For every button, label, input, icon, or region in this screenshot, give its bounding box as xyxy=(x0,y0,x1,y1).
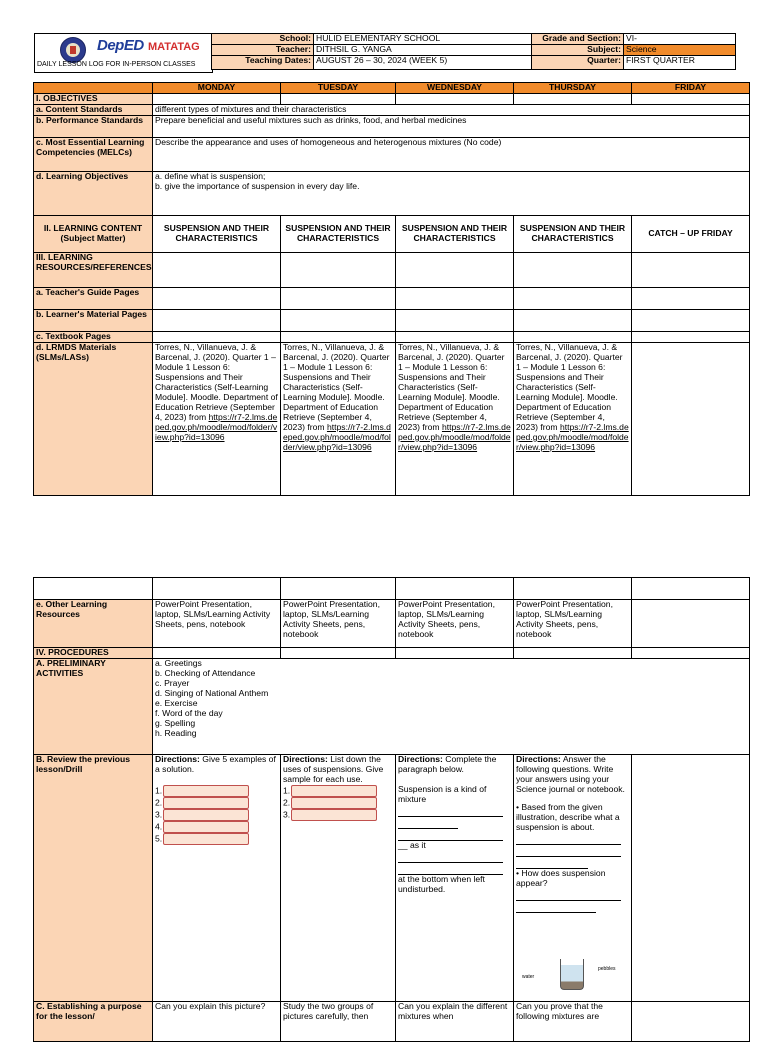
answer-field[interactable] xyxy=(163,833,249,845)
quarter-label: Quarter: xyxy=(532,56,624,70)
dates-label: Teaching Dates: xyxy=(212,56,314,70)
textbook-pages-label: c. Textbook Pages xyxy=(34,332,153,343)
answer-field[interactable] xyxy=(291,785,377,797)
dates-value: AUGUST 26 – 30, 2024 (WEEK 5) xyxy=(314,56,532,70)
list-item: c. Prayer xyxy=(155,677,190,688)
dll-label: DAILY LESSON LOG FOR IN-PERSON CLASSES xyxy=(37,61,196,68)
beaker-icon xyxy=(560,959,584,990)
melc-label: c. Most Essential Learning Competencies (MELCs) xyxy=(34,138,153,172)
reference-link[interactable]: https://r7-2.lms.deped.gov.ph/moodle/mod/folder/view.php?id=13096 xyxy=(516,421,629,452)
list-item: g. Spelling xyxy=(155,717,196,728)
matatag-logo: MATATAG xyxy=(148,41,200,53)
objectives-title: I. OBJECTIVES xyxy=(34,94,153,105)
resources-label: III. LEARNING RESOURCES/REFERENCES xyxy=(34,253,153,288)
review-wednesday: Directions: Complete the paragraph below. Suspension is a kind of mixture __ as it at the bottom when left undisturbed. xyxy=(396,755,514,1002)
content-standards-label: a. Content Standards xyxy=(34,105,153,116)
purpose-monday: Can you explain this picture? xyxy=(153,1002,281,1042)
day-tuesday: TUESDAY xyxy=(281,83,396,94)
lrmds-tuesday: Torres, N., Villanueva, J. & Barcenal, J. (2020). Quarter 1 – Module 1 Lesson 6: Suspensions and Their Characteristics (Self-Learning Module]. Moodle. Department of Education Retrieve (September 4, 2023) from https://r7-2.lms.deped.gov.ph/moodle/mod/folder/view.php?id=13096 xyxy=(281,343,396,496)
other-resources-label: e. Other Learning Resources xyxy=(34,600,153,648)
purpose-wednesday: Can you explain the different mixtures when xyxy=(396,1002,514,1042)
lrmds-label: d. LRMDS Materials (SLMs/LASs) xyxy=(34,343,153,496)
list-item: a. Greetings xyxy=(155,658,202,668)
objective-a: a. define what is suspension; xyxy=(155,171,266,181)
lrmds-thursday: Torres, N., Villanueva, J. & Barcenal, J. (2020). Quarter 1 – Module 1 Lesson 6: Suspensions and Their Characteristics (Self-Learning Module]. Moodle. Department of Education Retrieve (September 4, 2023) from https://r7-2.lms.deped.gov.ph/moodle/mod/folder/view.php?id=13096 xyxy=(514,343,632,496)
performance-standards-value: Prepare beneficial and useful mixtures such as drinks, food, and herbal medicines xyxy=(153,116,750,138)
list-item: h. Reading xyxy=(155,727,197,738)
melc-value: Describe the appearance and uses of homogeneous and heterogenous mixtures (No code) xyxy=(153,138,750,172)
day-wednesday: WEDNESDAY xyxy=(396,83,514,94)
deped-logo: DepED xyxy=(97,37,144,54)
answer-field[interactable] xyxy=(291,797,377,809)
other-resources-thursday: PowerPoint Presentation, laptop, SLMs/Learning Activity Sheets, pens, notebook xyxy=(514,600,632,648)
day-friday: FRIDAY xyxy=(632,83,750,94)
suspension-illustration xyxy=(522,957,622,997)
day-thursday: THURSDAY xyxy=(514,83,632,94)
day-header-row xyxy=(34,83,750,94)
learners-material-label: b. Learner's Material Pages xyxy=(34,310,153,332)
procedures-title: IV. PROCEDURES xyxy=(34,648,153,659)
learning-objectives-value xyxy=(153,172,750,216)
performance-standards-label: b. Performance Standards xyxy=(34,116,153,138)
water-label: water xyxy=(522,974,535,980)
quarter-value: FIRST QUARTER xyxy=(624,56,736,70)
answer-field[interactable] xyxy=(163,797,249,809)
other-resources-tuesday: PowerPoint Presentation, laptop, SLMs/Learning Activity Sheets, pens, notebook xyxy=(281,600,396,648)
review-thursday: Directions: Answer the following questions. Write your answers using your Science journal or notebook. • Based from the given illustration, describe what a suspension is about. • How does suspension appear? water pebbles xyxy=(514,755,632,1002)
deped-seal-icon xyxy=(60,37,86,63)
pebbles-label: pebbles xyxy=(598,966,616,972)
list-item: e. Exercise xyxy=(155,697,198,708)
purpose-label: C. Establishing a purpose for the lesson/ xyxy=(34,1002,153,1042)
school-label: School: xyxy=(212,34,314,45)
lesson-plan-table xyxy=(33,82,750,496)
lrmds-wednesday: Torres, N., Villanueva, J. & Barcenal, J. (2020). Quarter 1 – Module 1 Lesson 6: Suspensions and Their Characteristics (Self-Learning Module]. Moodle. Department of Education Retrieve (September 4, 2023) from https://r7-2.lms.deped.gov.ph/moodle/mod/folder/view.php?id=13096 xyxy=(396,343,514,496)
subject-value: Science xyxy=(624,45,736,56)
learning-objectives-label: d. Learning Objectives xyxy=(34,172,153,216)
other-resources-wednesday: PowerPoint Presentation, laptop, SLMs/Learning Activity Sheets, pens, notebook xyxy=(396,600,514,648)
preliminary-activities xyxy=(153,659,750,755)
content-standards-value: different types of mixtures and their characteristics xyxy=(153,105,750,116)
grade-label: Grade and Section: xyxy=(532,34,624,45)
teacher-value: DITHSIL G. YANGA xyxy=(314,45,532,56)
reference-link[interactable]: https://r7-2.lms.deped.gov.ph/moodle/mod/folder/view.php?id=13096 xyxy=(283,421,391,452)
school-value: HULID ELEMENTARY SCHOOL xyxy=(314,34,532,45)
answer-field[interactable] xyxy=(163,809,249,821)
other-resources-monday: PowerPoint Presentation, laptop, SLMs/Learning Activity Sheets, pens, notebook xyxy=(153,600,281,648)
purpose-tuesday: Study the two groups of pictures carefully, then xyxy=(281,1002,396,1042)
header-logo-block xyxy=(34,33,213,73)
content-friday: CATCH – UP FRIDAY xyxy=(632,216,750,253)
answer-field[interactable] xyxy=(163,785,249,797)
objective-b: b. give the importance of suspension in every day life. xyxy=(155,180,360,191)
review-monday: Directions: Give 5 examples of a solution. 1. 2. 3. 4. 5. xyxy=(153,755,281,1002)
review-label: B. Review the previous lesson/Drill xyxy=(34,755,153,1002)
reference-link[interactable]: https://r7-2.lms.deped.gov.ph/moodle/mod/folder/view.php?id=13096 xyxy=(155,411,278,442)
list-item: b. Checking of Attendance xyxy=(155,667,256,678)
teacher-label: Teacher: xyxy=(212,45,314,56)
purpose-thursday: Can you prove that the following mixtures are xyxy=(514,1002,632,1042)
lrmds-monday: Torres, N., Villanueva, J. & Barcenal, J. (2020). Quarter 1 – Module 1 Lesson 6: Suspensions and Their Characteristics (Self-Learning Module]. Moodle. Department of Education Retrieve (September 4, 2023) from https://r7-2.lms.deped.gov.ph/moodle/mod/folder/view.php?id=13096 xyxy=(153,343,281,496)
list-item: f. Word of the day xyxy=(155,707,223,718)
preliminary-label: A. PRELIMINARY ACTIVITIES xyxy=(34,659,153,755)
content-wednesday: SUSPENSION AND THEIR CHARACTERISTICS xyxy=(396,216,514,253)
content-thursday: SUSPENSION AND THEIR CHARACTERISTICS xyxy=(514,216,632,253)
list-item: d. Singing of National Anthem xyxy=(155,687,269,698)
grade-value: VI- xyxy=(624,34,736,45)
header-info-table xyxy=(211,33,736,70)
answer-field[interactable] xyxy=(163,821,249,833)
content-monday: SUSPENSION AND THEIR CHARACTERISTICS xyxy=(153,216,281,253)
subject-label: Subject: xyxy=(532,45,624,56)
answer-field[interactable] xyxy=(291,809,377,821)
reference-link[interactable]: https://r7-2.lms.deped.gov.ph/moodle/mod/folder/view.php?id=13096 xyxy=(398,421,511,452)
content-tuesday: SUSPENSION AND THEIR CHARACTERISTICS xyxy=(281,216,396,253)
teachers-guide-label: a. Teacher's Guide Pages xyxy=(34,288,153,310)
day-monday: MONDAY xyxy=(153,83,281,94)
review-tuesday: Directions: List down the uses of suspensions. Give sample for each use. 1. 2. 3. xyxy=(281,755,396,1002)
lesson-plan-table-continued xyxy=(33,577,750,1042)
learning-content-label: II. LEARNING CONTENT (Subject Matter) xyxy=(34,216,153,253)
